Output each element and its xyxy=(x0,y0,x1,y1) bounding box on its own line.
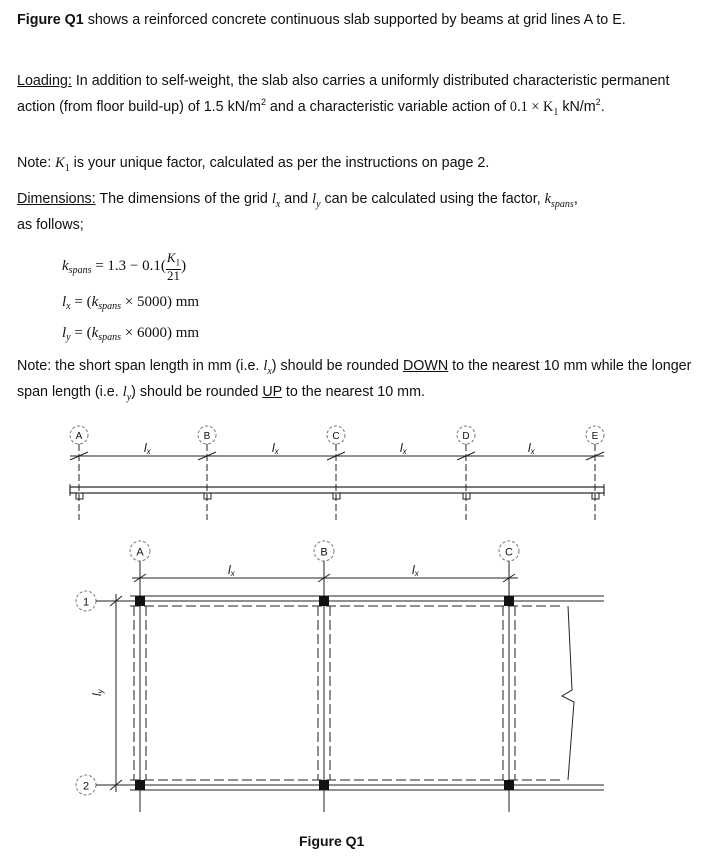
break-line xyxy=(562,606,574,780)
eq1-end: ) xyxy=(181,258,187,275)
plan-grid-2 xyxy=(76,775,96,795)
note1-text-b: is your unique factor, calculated as per the instructions on page 2. xyxy=(69,155,490,171)
note2-lx-sub: x xyxy=(267,365,272,377)
column-a2 xyxy=(135,780,145,790)
eq2-lhs-sub: x xyxy=(66,301,71,312)
eq2-b: × 5000) mm xyxy=(121,294,200,310)
eq3-lhs: l xyxy=(62,325,67,341)
loading-text-a: In addition to self-weight, the slab also carries a uniformly distributed characteristic permanent action (from floor build-up) of 1.5 kN/m xyxy=(17,73,670,115)
dim-text-a: The dimensions of the grid xyxy=(95,191,272,207)
dim-lx: l xyxy=(271,191,276,207)
section-grid-label-d: D xyxy=(462,431,470,442)
note1-k: K xyxy=(55,155,65,171)
eq1-lhs: k xyxy=(62,258,69,275)
section-span-3: lx xyxy=(400,441,407,456)
note2-lx: l xyxy=(263,358,268,374)
eq1-num-sub: 1 xyxy=(175,257,181,268)
section-grid-label-b: B xyxy=(203,431,211,442)
eq3-b: × 6000) mm xyxy=(121,325,200,341)
dim-text-b: can be calculated using the factor, xyxy=(320,191,545,207)
plan-grid-label-b: B xyxy=(320,546,328,559)
eq3-a: = ( xyxy=(70,325,92,341)
eq2-a: = ( xyxy=(70,294,92,310)
column-b2 xyxy=(319,780,329,790)
loading-text-d: . xyxy=(600,98,605,115)
eq1-lhs-sub: spans xyxy=(68,265,92,277)
eq1-num: K xyxy=(166,250,176,265)
dim-and: and xyxy=(280,191,313,207)
loading-factor-sub: 1 xyxy=(553,106,559,118)
section-span-4: lx xyxy=(528,441,535,456)
section-grid-a xyxy=(70,426,88,520)
note2-ly-sub: y xyxy=(126,391,132,403)
plan-span-2: lx xyxy=(412,563,419,578)
section-grid-c xyxy=(327,426,345,520)
eq1-den: 21 xyxy=(166,267,180,283)
note2-text-e: to the nearest 10 mm. xyxy=(281,383,425,400)
eq2-lhs: l xyxy=(62,294,67,310)
column-b1 xyxy=(319,596,329,606)
section-grid-label-a: A xyxy=(75,431,83,442)
plan-grid-a xyxy=(130,541,150,561)
section-grid-label-c: C xyxy=(332,431,340,442)
section-span-1: lx xyxy=(144,441,151,456)
loading-sup2: 2 xyxy=(595,97,601,107)
note2-ly: l xyxy=(122,383,127,400)
eq3-k: k xyxy=(91,325,99,341)
note2-down: DOWN xyxy=(402,358,449,374)
plan-grid-label-1: 1 xyxy=(82,596,90,609)
note2-text-a: Note: the short span length in mm (i.e. xyxy=(17,358,264,374)
intro-text: shows a reinforced concrete continuous slab supported by beams at grid lines A to E. xyxy=(83,12,626,28)
dim-k-sub: spans xyxy=(551,198,574,210)
note2-text-d: ) should be rounded xyxy=(131,383,263,400)
plan-grid-c xyxy=(499,541,519,561)
note1-k-sub: 1 xyxy=(64,162,70,174)
loading-sup: 2 xyxy=(260,97,266,107)
eq3-k-sub: spans xyxy=(98,332,122,343)
loading-factor-expr: 0.1 × K xyxy=(509,98,554,115)
plan-grid-label-2: 2 xyxy=(82,780,90,793)
note2-text-c: to the nearest 10 mm while the longer span length (i.e. xyxy=(17,358,692,400)
dim-text-d: as follows; xyxy=(17,216,84,233)
loading-text-b: and a characteristic variable action of xyxy=(265,98,510,115)
plan-grid-label-a: A xyxy=(136,546,144,559)
section-view xyxy=(70,426,604,520)
section-grid-b xyxy=(198,426,216,520)
eq2-k: k xyxy=(91,294,99,310)
section-grid-label-e: E xyxy=(591,431,599,442)
section-grid-e xyxy=(586,426,604,520)
note2-up: UP xyxy=(262,383,282,400)
dim-text-c: , xyxy=(573,191,578,207)
section-span-2: lx xyxy=(272,441,279,456)
loading-label: Loading: xyxy=(17,73,72,89)
eq2-k-sub: spans xyxy=(98,301,122,312)
section-grid-d xyxy=(457,426,475,520)
plan-ly-label: ly xyxy=(90,689,105,696)
figure-caption: Figure Q1 xyxy=(299,833,365,849)
dim-ly: l xyxy=(312,191,317,207)
plan-view xyxy=(76,541,604,812)
note1-text-a: Note: xyxy=(17,155,56,171)
plan-grid-label-c: C xyxy=(505,546,513,559)
section-slab xyxy=(70,487,604,493)
figure-ref: Figure Q1 xyxy=(17,12,84,28)
plan-grid-b xyxy=(314,541,334,561)
column-c2 xyxy=(504,780,514,790)
column-a1 xyxy=(135,596,145,606)
eq3-lhs-sub: y xyxy=(66,332,71,343)
plan-grid-1 xyxy=(76,591,96,611)
dim-lx-sub: x xyxy=(275,198,281,210)
loading-text-c: kN/m xyxy=(558,98,596,115)
dimensions-label: Dimensions: xyxy=(17,191,96,207)
note2-text-b: ) should be rounded xyxy=(271,358,403,374)
eq1-mid: = 1.3 − 0.1( xyxy=(91,258,166,275)
dim-ly-sub: y xyxy=(316,198,321,210)
plan-span-1: lx xyxy=(228,563,235,578)
column-c1 xyxy=(504,596,514,606)
dim-k: k xyxy=(544,191,552,207)
